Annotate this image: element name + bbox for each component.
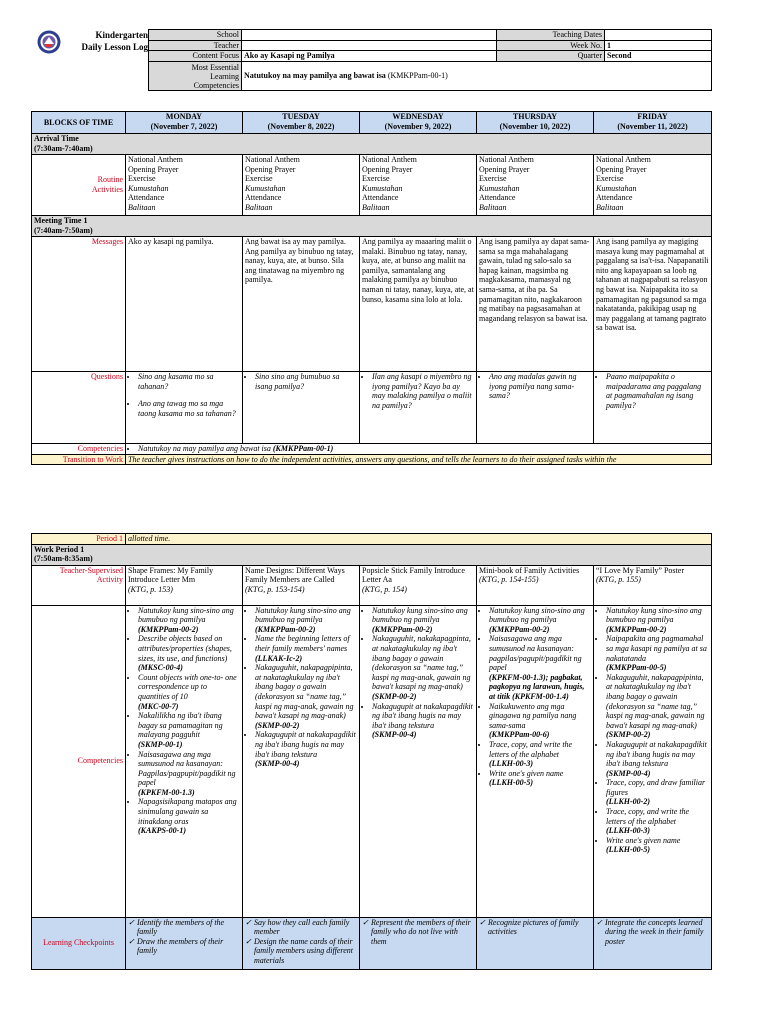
routine-item: Attendance [362,193,399,203]
meeting-time-section [32,216,712,237]
competency-code: (LLKH-00-5) [606,845,650,855]
competency-text: Count objects with one-to- one correspondence up to quantities of 10 [138,672,237,701]
transition-label: Transition to Work [32,454,126,465]
meeting-time-row [32,216,712,237]
deped-seal-logo [37,30,61,54]
competency-code: (KAKPS-00-1) [138,826,186,836]
checkpoints-thursday [477,917,594,969]
title-line-1: Kindergarten [95,30,148,40]
competency-code: (SKMP-00-2) [255,720,300,730]
competency-text: Natutukoy kung sino-sino ang bumubuo ng pamilya [489,605,585,625]
competency-item [489,634,591,701]
messages-row [32,237,712,372]
lesson-grid-table [31,111,712,465]
activity-title: Name Designs: Different Ways Family Members are Called [245,565,345,585]
checkpoints-monday [126,917,243,969]
competency-item [489,769,591,788]
checkpoints-label: Learning Checkpoints [32,917,126,969]
message-wednesday: Ang pamilya ay maaaring maliit o malaki. Binubuo ng tatay, nanay, kuya, ate, at bunso ang maliit na pamilya, samantalang ang malaking pamilya ay binubuo naman ni tatay, nanay, kuya, ate, at bunso, kasama sina lolo at lola. [360,237,477,372]
routine-item: National Anthem [245,155,300,164]
activity-ref: (KTG, p. 153) [128,584,173,594]
competency-item [372,702,474,740]
routine-item: Balitaan [479,202,507,212]
day-date: (November 11, 2022) [617,121,688,131]
competency-code: (KMKPPam-00-2) [606,624,667,634]
arrival-time-row [32,134,712,155]
routine-cell-thursday [477,155,594,216]
routine-item: Balitaan [128,202,156,212]
competency-item [606,740,709,778]
checkpoints-tuesday [243,917,360,969]
routine-item: Exercise [245,174,273,184]
day-date: (November 8, 2022) [267,121,335,131]
work-competencies-row [32,605,712,917]
activity-monday [126,565,243,605]
arrival-time-section [32,134,712,155]
question-item: • Ano ang tawag mo sa mga taong kasama mo sa tahanan? [138,399,240,418]
competency-text: Natutukoy kung sino-sino ang bumubuo ng pamilya [138,605,234,625]
messages-label: Messages [32,237,126,372]
competency-text: Nakagugupit at nakakapagdikit ng iba't ibang hugis na may iba't ibang tekstura [372,701,473,730]
section-time: (7:30am-7:40am) [34,143,93,153]
competency-item [138,797,240,835]
competency-item [606,673,709,740]
question-item: • Paano maipapakita o maipadarama ang paggalang at pagmamahalan ng isang pamilya? [606,372,709,410]
competency-code: (KMKPPam-00-2) [489,624,550,634]
routine-item: Kumustahan [596,183,637,193]
routine-item: Attendance [245,193,282,203]
activity-wednesday [360,565,477,605]
routine-cell-wednesday [360,155,477,216]
activity-thursday [477,565,594,605]
activity-friday [594,565,712,605]
transition-text [126,454,712,465]
competency-text: Nakagugupit at nakakapagdikit ng iba't ibang hugis na may iba't ibang tekstura [606,739,707,769]
competency-item [606,778,709,807]
activity-title: Mini-book of Family Activities [479,565,580,575]
competency-item [489,606,591,635]
section-title: Meeting Time 1 [34,216,88,225]
work-period-section [32,544,712,565]
week-value: 1 [605,40,712,51]
competency-code: (SKMP-00-4) [255,759,300,769]
day-name: TUESDAY [282,112,320,121]
activity-title: Popsicle Stick Family Introduce Letter Aa [362,565,465,585]
competency-text: Describe objects based on attributes/properties (shapes, sizes, its use, and functions) [138,634,232,663]
competency-code: (MKC-00-7) [138,701,179,711]
checkpoints-row [32,917,712,969]
competency-code: (KMKPPam-00-2) [138,624,199,634]
transition-instructions: The teacher gives instructions on how to do the independent activities, answers any questions, and tells the learners to do their assigned tasks within the [128,454,617,464]
competency-item [138,444,709,454]
competency-text: Natutukoy kung sino-sino ang bumubuo ng pamilya [255,605,351,625]
routine-item: Balitaan [362,202,390,212]
routine-item: National Anthem [128,155,183,164]
school-label: School [149,30,242,41]
routine-cell-tuesday [243,155,360,216]
competency-code: (KPKFM-00-1.3) [138,787,195,797]
competency-code: (LLKH-00-3) [489,759,533,769]
message-thursday: Ang isang pamilya ay dapat sama-sama sa mga mahahalagang gawain, tulad ng salo-salo sa hapag kainan, magsimba ng magkakasama, mamasyal ng sama-sama, at iba pa. Sa pamamagitan nito, nagkakaroon ng matibay na pagsasamahan at magandang relasyon sa bawat isa. [477,237,594,372]
competency-item [138,606,240,635]
competency-item [255,634,357,663]
routine-item: National Anthem [479,155,534,164]
day-date: (November 9, 2022) [384,121,452,131]
work-competencies-label: Competencies [32,605,126,917]
competencies-friday [594,605,712,917]
competency-item [255,730,357,768]
competency-code: (KPKFM-00-1.3); pagbakat, pagkopya ng larawan, hugis, at titik (KPKFM-00-1.4) [489,672,585,701]
routine-item: Opening Prayer [128,164,179,174]
checkpoints-friday [594,917,712,969]
routine-item: Kumustahan [362,183,403,193]
routine-item: Attendance [596,193,633,203]
work-period-row [32,544,712,565]
competency-item [606,606,709,635]
competency-text: Trace, copy, and draw familiar figures [606,778,706,797]
section-title: Work Period 1 [34,544,85,554]
transition-row [32,454,712,465]
competency-text: Nakaguguhit, nakapagpipinta, at nakatagkukulay ng iba't ibang bagay o gawain (dekorasyon sa “name tag,” kaspi ng mag-anak, gawain ng bawa't kasapi ng mag-anak) [606,672,705,730]
competency-code: (LLKH-00-2) [606,797,650,807]
routine-item: Balitaan [245,202,273,212]
competency-text: Nakaguguhit, nakakapagpinta, at nakatagkukulay ng iba't ibang bagay o gawain (dekorasyon sa “name tag,” kaspi ng mag-anak, gawain ng bawa't kasapi ng mag-anak) [372,634,471,692]
questions-row [32,372,712,444]
competency-text: Trace, copy, and write the letters of the alphabet [489,739,573,759]
routine-item: Exercise [479,174,507,184]
competency-item [606,836,709,855]
competency-item [489,740,591,769]
activity-ref: (KTG, p. 153-154) [245,584,305,594]
period-label: Period 1 [32,534,126,545]
activity-title: Shape Frames: My Family Introduce Letter Mm [128,565,214,585]
competencies-wednesday [360,605,477,917]
routine-item: Kumustahan [479,183,520,193]
competency-text: Write one's given name [489,768,564,778]
day-header-friday [594,112,712,134]
questions-label: Questions [32,372,126,444]
competency-item [606,807,709,836]
message-friday: Ang isang pamilya ay magiging masaya kung may pagmamahal at paggalang sa isa't-isa. Napapanatili nito ang kapayapaan sa loob ng tahanan at nagpapabuti sa relasyon ng bawat isa. Naipapakita ito sa pamamagitan ng pagsunod sa mga nakatatanda, pakikipag usap ng may paggalang at tamang pagtrato sa bawat isa. [594,237,712,372]
competency-text: Natutukoy kung sino-sino ang bumubuo ng pamilya [606,605,702,625]
routine-item: Kumustahan [245,183,286,193]
work-period-table [31,533,712,970]
title-line-2: Daily Lesson Log [81,42,148,52]
day-name: WEDNESDAY [392,112,444,121]
header-table [148,29,712,91]
activity-ref: (KTG, p. 155) [596,575,641,585]
activity-title: “I Love My Family” Poster [596,565,684,575]
competency-code: (SKMP-00-4) [372,730,417,740]
day-header-thursday [477,112,594,134]
message-tuesday: Ang bawat isa ay may pamilya. Ang pamilya ay binubuo ng tatay, nanay, kuya, ate, at bunso. Sila ang tinatawag na miyembro ng pamilya. [243,237,360,372]
routine-cell-monday [126,155,243,216]
competency-item [138,634,240,672]
quarter-label: Quarter [497,51,605,62]
teacher-value [242,40,497,51]
routine-item: Opening Prayer [245,164,296,174]
competency-text: Naisasagawa ang mga sumusunod na kasanayan: Pagpilas/pagpupit/pagdikit ng papel [138,749,236,788]
competency-text: Write one's given name [606,835,681,845]
activity-ref: (KTG, p. 154) [362,584,407,594]
competency-text: Napagsisikapang matapos ang sinimulang gawain sa itinakdang oras [138,797,237,826]
routine-item: Attendance [479,193,516,203]
day-date: (November 10, 2022) [499,121,571,131]
competency-text: Naikukuwento ang mga ginagawa ng pamilya nang sama-sama [489,701,577,730]
activity-ref: (KTG, p. 154-155) [479,575,539,585]
routine-cell-friday [594,155,712,216]
question-item: • Sino sino ang bumubuo sa isang pamilya? [255,372,357,391]
competency-text: Naipapakita ang pagmamahal sa mga kasapi ng pamilya at sa nakatatanda [606,634,707,663]
checkpoint-item: ✓ Say how they call each family member [245,918,357,937]
question-item: • Ilan ang kasapi o miyembro ng iyong pamilya? Kayo ba ay may malaking pamilya o maliit na pamilya? [372,372,474,410]
competency-code: (KMKPPam-00-5) [606,663,667,673]
competency-item [138,711,240,749]
routine-label [32,155,126,216]
routine-item: Exercise [128,174,156,184]
competency-item [606,634,709,672]
routine-item: Balitaan [596,202,624,212]
routine-item: Exercise [596,174,624,184]
activity-tuesday [243,565,360,605]
routine-item: Kumustahan [128,183,169,193]
melc-label-3: Competencies [193,80,239,90]
competency-code: (KMKPPam-00-2) [255,624,316,634]
document-title [60,29,148,53]
teaching-dates-label: Teaching Dates [497,30,605,41]
section-time: (7:40am-7:50am) [34,225,93,235]
melc-text: Natutukoy na may pamilya ang bawat isa [244,70,386,80]
school-value [242,30,497,41]
days-header-row [32,112,712,134]
competency-text: Trace, copy, and write the letters of the alphabet [606,807,690,826]
week-label: Week No. [497,40,605,51]
melc-code: (KMKPPam-00-1) [387,70,448,80]
competencies-thursday [477,605,594,917]
meeting-competency [126,444,712,455]
routine-item: Opening Prayer [362,164,413,174]
routine-item: Opening Prayer [596,164,647,174]
period-text [126,534,712,545]
questions-tuesday [243,372,360,444]
competencies-tuesday [243,605,360,917]
blocks-of-time-header: BLOCKS OF TIME [32,112,126,134]
checkpoint-item: ✓ Integrate the concepts learned during the week in their family poster [596,918,709,947]
message-monday: Ako ay kasapi ng pamilya. [126,237,243,372]
period-continuation-row [32,534,712,545]
day-name: FRIDAY [637,112,668,121]
routine-item: Opening Prayer [479,164,530,174]
checkpoint-item: ✓ Represent the members of their family who do not live with them [362,918,474,947]
competencies-monday [126,605,243,917]
routine-item: Attendance [128,193,165,203]
melc-label-2: Learning [210,71,239,81]
checkpoint-item: ✓ Recognize pictures of family activities [479,918,591,937]
competency-code: (MKSC-00-4) [138,663,183,673]
competency-text: Nakaguguhit, nakapagpipinta, at nakatagkukulay ng iba't ibang bagay o gawain (dekorasyon sa “name tag,” kaspi ng mag-anak, gawain ng bawa't kasapi ng mag-anak) [255,663,354,721]
melc-value [242,61,712,90]
competency-text: Naisasagawa ang mga sumusunod na kasanayan: pagpilas/pagupit/pagdikit ng papel [489,634,582,673]
competencies-label: Competencies [32,444,126,455]
questions-monday [126,372,243,444]
competency-code: (LLKH-00-3) [606,826,650,836]
content-focus-value: Ako ay Kasapi ng Pamilya [242,51,497,62]
competency-code: (SKMP-00-2) [606,730,651,740]
routine-item: National Anthem [596,155,651,164]
checkpoint-item: ✓ Draw the members of their family [128,937,240,956]
quarter-value: Second [605,51,712,62]
competency-text: Natutukoy na may pamilya ang bawat isa [138,444,271,453]
checkpoints-wednesday [360,917,477,969]
tsa-label-line: Activity [96,575,123,585]
routine-row [32,155,712,216]
routine-item: Exercise [362,174,390,184]
day-header-wednesday [360,112,477,134]
competency-code: (SKMP-00-4) [606,768,651,778]
melc-label [149,61,242,90]
questions-friday [594,372,712,444]
tsa-label [32,565,126,605]
day-header-tuesday [243,112,360,134]
activities-row [32,565,712,605]
competency-code: (SKMP-00-1) [138,739,183,749]
period-continuation-text: allotted time. [128,534,171,543]
day-date: (November 7, 2022) [150,121,218,131]
checkpoint-item: ✓ Identify the members of the family [128,918,240,937]
teaching-dates-value [605,30,712,41]
competency-code: (KMKPPam-00-6) [489,730,550,740]
competency-item [138,750,240,798]
checkpoint-item: ✓ Design the name cards of their family members using different materials [245,937,357,966]
competency-text: Natutukoy kung sino-sino ang bumubuo ng pamilya [372,605,468,625]
competency-code: (LLKH-00-5) [489,778,533,788]
melc-label-1: Most Essential [191,62,239,72]
day-name: THURSDAY [512,112,558,121]
questions-wednesday [360,372,477,444]
section-time: (7:50am-8:35am) [34,554,93,564]
routine-label-line: Activities [91,185,123,194]
questions-thursday [477,372,594,444]
competency-item [138,673,240,711]
competency-item [372,606,474,635]
competency-text: Name the beginning letters of their family members' names [255,634,350,653]
competency-code: (SKMP-00-2) [372,691,417,701]
competency-item [255,663,357,730]
competency-text: Nakalilikha ng iba't ibang bagay sa pamamagitan ng malayang pagguhit [138,711,223,740]
competency-item [489,702,591,740]
day-header-monday [126,112,243,134]
routine-label-line: Routine [97,175,123,185]
competency-text: Nakagugupit at nakakapagdikit ng iba't ibang hugis na may iba't ibang tekstura [255,730,356,759]
competency-item [255,606,357,635]
question-item: • Ano ang madalas gawin ng iyong pamilya nang sama-sama? [489,372,591,401]
teacher-label: Teacher [149,40,242,51]
content-focus-label: Content Focus [149,51,242,62]
competency-code: (KMKPPam-00-2) [372,624,433,634]
competency-code: (KMKPPam-00-1) [272,444,334,453]
competency-item [372,634,474,701]
competency-code: (LLKAK-Ic-2) [255,653,303,663]
routine-item: National Anthem [362,155,417,164]
question-item: • Sino ang kasama mo sa tahanan? [138,372,240,391]
tsa-label-line: Teacher-Supervised [59,565,123,575]
day-name: MONDAY [165,112,203,121]
section-title: Arrival Time [34,134,79,143]
meeting-competencies-row [32,444,712,455]
